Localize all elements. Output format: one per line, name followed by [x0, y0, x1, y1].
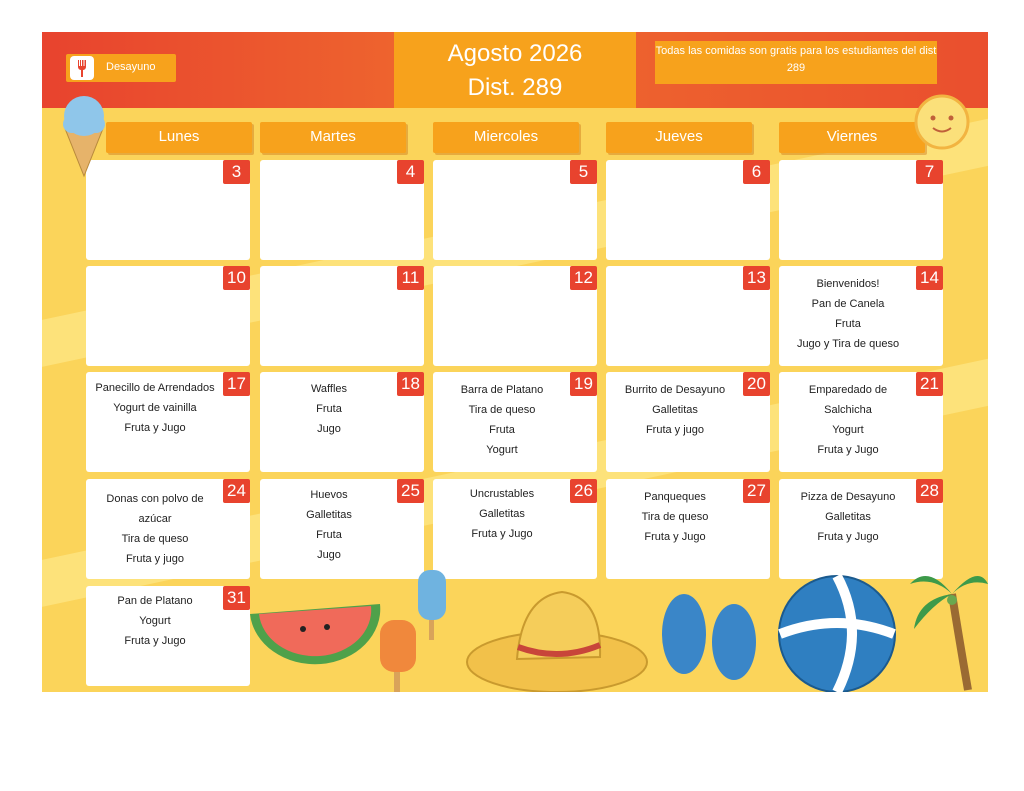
calendar-day-cell [606, 372, 770, 472]
menu-item: Fruta y jugo [125, 553, 185, 565]
fork-icon [70, 56, 94, 80]
menu-items [779, 380, 917, 460]
menu-items [86, 378, 224, 438]
day-number: 21 [916, 372, 943, 396]
menu-item: Fruta [316, 529, 342, 541]
menu-item: Fruta y Jugo [817, 531, 879, 543]
day-number: 11 [397, 266, 424, 290]
calendar-day-cell [433, 160, 597, 260]
menu-items [260, 485, 398, 565]
menu-item: Fruta [489, 424, 515, 436]
menu-items [779, 274, 917, 354]
header-banner [42, 32, 988, 108]
menu-item: Tira de queso [468, 404, 536, 416]
calendar-day-cell [86, 372, 250, 472]
popsicle-icon [376, 570, 456, 692]
calendar-day-cell [260, 479, 424, 579]
menu-items [433, 380, 571, 460]
day-number: 10 [223, 266, 250, 290]
menu-item: azúcar [138, 513, 172, 525]
calendar-day-cell [433, 266, 597, 366]
menu-item: Fruta y jugo [645, 424, 705, 436]
calendar-day-cell [86, 266, 250, 366]
palm-tree-icon [908, 554, 988, 692]
menu-items [606, 380, 744, 440]
menu-item: Fruta y Jugo [124, 422, 186, 434]
meal-badge [66, 54, 176, 82]
menu-items [606, 487, 744, 547]
calendar-day-cell [260, 266, 424, 366]
menu-item: Yogurt de vainilla [113, 402, 197, 414]
day-number: 27 [743, 479, 770, 503]
day-number: 26 [570, 479, 597, 503]
menu-item: Waffles [310, 383, 348, 395]
day-number: 25 [397, 479, 424, 503]
menu-item: Huevos [310, 489, 348, 501]
calendar-day-cell [260, 160, 424, 260]
menu-item: Barra de Platano [460, 384, 544, 396]
day-header-viernes: Viernes [779, 122, 925, 153]
menu-item: Bienvenidos! [816, 278, 880, 290]
menu-item: Pan de Platano [117, 595, 193, 607]
month-title: Agosto 2026 [447, 40, 583, 67]
day-number: 18 [397, 372, 424, 396]
menu-item: Donas con polvo de [106, 493, 204, 505]
menu-item: Galletitas [825, 511, 871, 523]
menu-items [779, 487, 917, 547]
menu-item: Yogurt [139, 615, 171, 627]
calendar-day-cell [606, 479, 770, 579]
menu-item: Tira de queso [121, 533, 189, 545]
menu-item: Galletitas [306, 509, 352, 521]
calendar-day-cell [779, 160, 943, 260]
menu-item: Tira de queso [641, 511, 709, 523]
sun-icon [900, 80, 984, 164]
menu-items [86, 591, 224, 651]
menu-item: Jugo [317, 549, 341, 561]
day-number: 19 [570, 372, 597, 396]
free-meals-note: Todas las comidas son gratis para los estudiantes del dist 289 [655, 41, 937, 84]
day-number: 28 [916, 479, 943, 503]
menu-items [433, 484, 571, 544]
calendar-page [42, 32, 988, 692]
meal-badge-label: Desayuno [106, 61, 156, 73]
menu-item: Panqueques [644, 491, 706, 503]
day-header-miercoles: Miercoles [433, 122, 579, 153]
calendar-day-cell [433, 479, 597, 579]
calendar-day-cell [260, 372, 424, 472]
day-header-jueves: Jueves [606, 122, 752, 153]
menu-item: Yogurt [832, 424, 864, 436]
day-header-lunes: Lunes [106, 122, 252, 153]
menu-item: Uncrustables [469, 488, 535, 500]
menu-item: Jugo [317, 423, 341, 435]
day-number: 5 [570, 160, 597, 184]
calendar-day-cell [779, 372, 943, 472]
menu-item: Fruta [316, 403, 342, 415]
menu-item: Jugo y Tira de queso [796, 338, 900, 350]
calendar-day-cell [86, 479, 250, 579]
menu-item: Panecillo de Arrendados [95, 382, 215, 394]
menu-item: Pizza de Desayuno [800, 491, 896, 503]
title-box [394, 32, 636, 108]
menu-item: Burrito de Desayuno [624, 384, 726, 396]
beach-ball-icon [772, 572, 902, 692]
menu-item: Salchicha [824, 404, 872, 416]
day-number: 31 [223, 586, 250, 610]
day-number: 7 [916, 160, 943, 184]
flip-flops-icon [654, 592, 764, 682]
day-number: 14 [916, 266, 943, 290]
menu-item: Fruta [835, 318, 861, 330]
calendar-day-cell [606, 160, 770, 260]
calendar-day-cell [86, 586, 250, 686]
day-number: 24 [223, 479, 250, 503]
menu-item: Yogurt [486, 444, 518, 456]
day-number: 17 [223, 372, 250, 396]
menu-items [260, 379, 398, 439]
calendar-day-cell [779, 266, 943, 366]
menu-item: Emparedado de [808, 384, 888, 396]
ice-cream-icon [56, 86, 112, 178]
menu-item: Pan de Canela [811, 298, 885, 310]
menu-item: Fruta y Jugo [817, 444, 879, 456]
day-number: 6 [743, 160, 770, 184]
watermelon-icon [245, 584, 385, 674]
calendar-day-cell [433, 372, 597, 472]
district-title: Dist. 289 [467, 74, 563, 101]
menu-item: Fruta y Jugo [124, 635, 186, 647]
menu-item: Galletitas [479, 508, 525, 520]
day-number: 20 [743, 372, 770, 396]
day-number: 3 [223, 160, 250, 184]
day-number: 13 [743, 266, 770, 290]
menu-item: Galletitas [652, 404, 698, 416]
menu-item: Fruta y Jugo [644, 531, 706, 543]
calendar-day-cell [606, 266, 770, 366]
day-number: 12 [570, 266, 597, 290]
menu-items [86, 489, 224, 569]
day-number: 4 [397, 160, 424, 184]
sun-hat-icon [462, 577, 652, 692]
day-header-martes: Martes [260, 122, 406, 153]
menu-item: Fruta y Jugo [471, 528, 533, 540]
